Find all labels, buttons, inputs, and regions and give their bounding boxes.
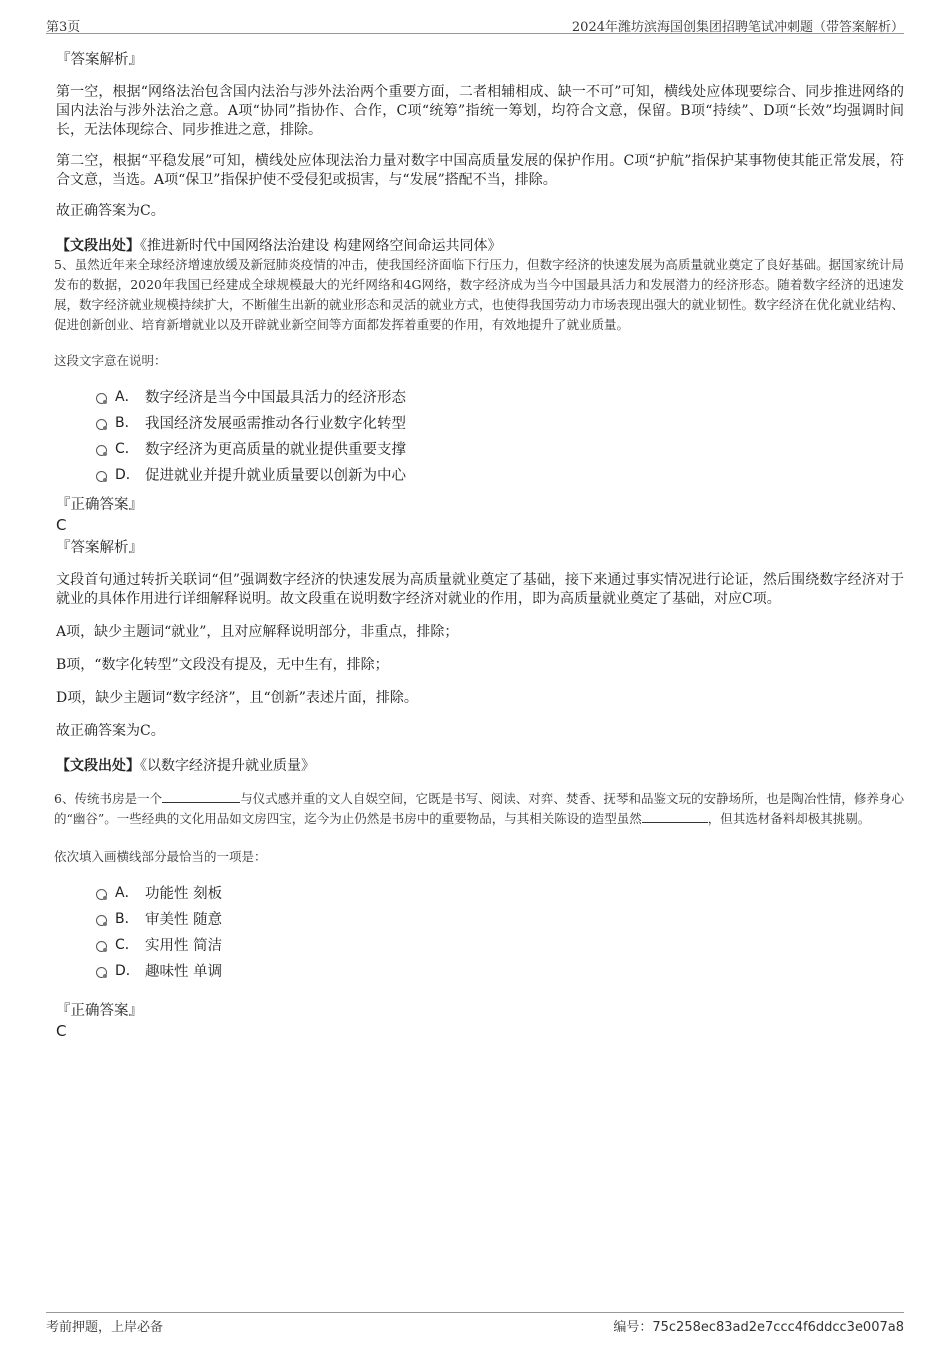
radio-icon[interactable]	[96, 393, 107, 404]
footer-code-label: 编号：	[613, 1320, 653, 1335]
q6-text-part-2: 与仪式感并重的文人自娱空间，它既是书写、阅读、对弈、焚香、抚琴和品鉴文玩的安静场所，也是陶冶性情，修养身心的“幽谷”。一些经典的文化用品如文房四宝，迄今为止仍然是书房中的重要物品，与其相关陈设的造型虽然	[54, 791, 904, 826]
option-letter: B．	[115, 911, 139, 927]
radio-icon[interactable]	[96, 471, 107, 482]
radio-icon[interactable]	[96, 915, 107, 926]
option-letter: C．	[115, 441, 139, 457]
option-text: 功能性 刻板	[145, 885, 223, 902]
q6-option-a[interactable]	[96, 879, 904, 905]
q4-conclusion: 故正确答案为C。	[56, 203, 165, 219]
option-letter: A．	[115, 389, 139, 405]
page-footer	[46, 1312, 904, 1336]
document-title: 2024年潍坊滨海国创集团招聘笔试冲刺题（带答案解析）	[571, 20, 904, 35]
option-text: 审美性 随意	[145, 911, 223, 928]
option-text: 趣味性 单调	[145, 963, 223, 980]
option-letter: D．	[115, 963, 140, 979]
page-number: 第3页	[46, 20, 81, 35]
fill-blank-2	[642, 811, 708, 823]
q4-analysis-paragraph-2: 第二空，根据“平稳发展”可知，横线处应体现法治力量对数字中国高质量发展的保护作用。C项“护航”指保护某事物使其能正常发展，符合文意，当选。A项“保卫”指保护使不受侵犯或损害，与“发展”搭配不当，排除。	[56, 153, 904, 188]
radio-icon[interactable]	[96, 941, 107, 952]
q4-analysis-paragraph-1: 第一空，根据“网络法治包含国内法治与涉外法治两个重要方面，二者相辅相成、缺一不可”可知，横线处应体现要综合、同步推进网络的国内法治与涉外法治之意。A项“协同”指协作、合作，C项“统筹”指统一筹划，均符合文意，保留。B项“持续”、D项“长效”均强调时间长，无法体现综合、同步推进之意，排除。	[56, 84, 904, 138]
q6-option-c[interactable]	[96, 931, 904, 957]
q6-option-b[interactable]	[96, 905, 904, 931]
q5-question-text: 5、虽然近年来全球经济增速放缓及新冠肺炎疫情的冲击，使我国经济面临下行压力，但数字经济的快速发展为高质量就业奠定了良好基础。据国家统计局发布的数据，2020年我国已经建成全球规模最大的光纤网络和4G网络，数字经济成为当今中国最具活力和发展潜力的经济形态。随着数字经济的迅速发展，数字经济就业规模持续扩大，不断催生出新的就业形态和灵活的就业方式，也使得我国劳动力市场表现出强大的就业韧性。数字经济在优化就业结构、促进创新创业、培育新增就业以及开辟就业新空间等方面都发挥着重要的作用，有效地提升了就业质量。	[54, 257, 905, 332]
q5-option-b[interactable]	[96, 409, 904, 435]
footer-slogan: 考前押题，上岸必备	[46, 1320, 164, 1335]
page-content	[56, 44, 904, 1040]
q6-prompt: 依次填入画横线部分最恰当的一项是：	[54, 849, 267, 864]
q4-source-label: 【文段出处】	[56, 238, 140, 254]
q5-conclusion: 故正确答案为C。	[56, 723, 165, 739]
option-letter: A．	[115, 885, 139, 901]
q5-analysis-option-a: A项，缺少主题词“就业”，且对应解释说明部分，非重点，排除；	[56, 624, 459, 640]
radio-icon[interactable]	[96, 889, 107, 900]
q5-options	[96, 383, 904, 487]
q5-source	[56, 755, 904, 775]
q4-source-title: 《推进新时代中国网络法治建设 构建网络空间命运共同体》	[140, 238, 502, 254]
q5-answer-tag: 『正确答案』	[56, 497, 143, 513]
q5-analysis-option-d: D项，缺少主题词“数字经济”，且“创新”表述片面，排除。	[56, 690, 418, 706]
q5-answer: C	[56, 516, 67, 534]
q6-text-part-1: 6、传统书房是一个	[54, 791, 163, 806]
option-text: 我国经济发展亟需推动各行业数字化转型	[145, 415, 406, 432]
option-text: 数字经济是当今中国最具活力的经济形态	[145, 389, 406, 406]
option-letter: D．	[115, 467, 140, 483]
q5-source-title: 《以数字经济提升就业质量》	[140, 758, 315, 774]
footer-code	[613, 1316, 904, 1335]
q5-analysis-option-b: B项，“数字化转型”文段没有提及，无中生有，排除；	[56, 657, 389, 673]
q4-analysis-tag: 『答案解析』	[56, 52, 143, 68]
page-header	[46, 14, 904, 34]
q5-analysis-paragraph-1: 文段首句通过转折关联词“但”强调数字经济的快速发展为高质量就业奠定了基础，接下来通过事实情况进行论证，然后围绕数字经济对于就业的具体作用进行详细解释说明。故文段重在说明数字经济对就业的作用，即为高质量就业奠定了基础，对应C项。	[56, 572, 904, 607]
q5-analysis-tag: 『答案解析』	[56, 540, 143, 556]
q4-source	[56, 235, 904, 255]
q5-option-d[interactable]	[96, 461, 904, 487]
q6-answer-tag: 『正确答案』	[56, 1003, 143, 1019]
radio-icon[interactable]	[96, 419, 107, 430]
footer-code-value: 75c258ec83ad2e7ccc4f6ddcc3e007a8	[652, 1320, 904, 1335]
option-text: 数字经济为更高质量的就业提供重要支撑	[145, 441, 406, 458]
q5-prompt: 这段文字意在说明：	[54, 353, 167, 368]
q6-options	[96, 879, 904, 983]
option-text: 实用性 简洁	[145, 937, 223, 954]
q5-option-a[interactable]	[96, 383, 904, 409]
radio-icon[interactable]	[96, 967, 107, 978]
q5-source-label: 【文段出处】	[56, 758, 140, 774]
q6-question-text	[54, 789, 904, 829]
q6-text-part-3: ，但其选材备料却极其挑剔。	[707, 811, 871, 826]
q6-option-d[interactable]	[96, 957, 904, 983]
q6-answer: C	[56, 1022, 67, 1040]
q5-option-c[interactable]	[96, 435, 904, 461]
option-text: 促进就业并提升就业质量要以创新为中心	[145, 467, 406, 484]
radio-icon[interactable]	[96, 445, 107, 456]
fill-blank-1	[162, 791, 240, 803]
option-letter: C．	[115, 937, 139, 953]
option-letter: B．	[115, 415, 139, 431]
